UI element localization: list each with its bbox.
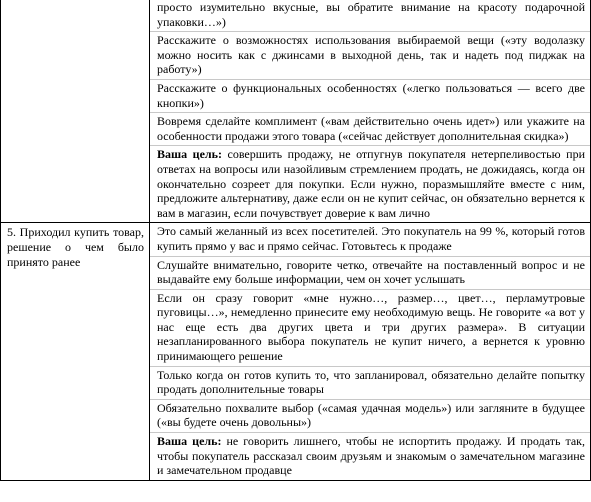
advice-cell bbox=[150, 0, 591, 223]
stage-cell bbox=[1, 0, 150, 223]
advice-paragraph: просто изумительно вкусные, вы обратите внимание на красоту подарочной упаковки…») bbox=[150, 0, 590, 32]
goal-text: совершить продажу, не отпугнув покупателя нетерпеливостью при ответах на вопросы или назойливым стремлением продать, не дожидаясь, когда он окончательно созреет для покупки. Если нужно, поразмышляйте вместе с ним, предложите альтернативу, даже если он не купит сейчас, он обязательно вернется к вам в магазин, если почувствует доверие к вам лично bbox=[157, 147, 585, 220]
advice-paragraph: Если он сразу говорит «мне нужно…, размер…, цвет…, перламутровые пуговицы…», немедленно принесите ему необходимую вещь. Не говорите «а вот у нас еще есть два других цвета и три других размера». В ситуации незапланированного выбора покупатель не купит ничего, а вернется к уровню принимающего решение bbox=[150, 290, 590, 367]
goal-paragraph bbox=[150, 146, 590, 222]
advice-paragraph: Только когда он готов купить то, что запланировал, обязательно делайте попытку продать дополнительные товары bbox=[150, 367, 590, 400]
advice-paragraph: Расскажите о возможностях использования выбираемой вещи («эту водолазку можно носить как с джинсами в выходной день, так и надеть под пиджак на работу») bbox=[150, 32, 590, 80]
stage-label bbox=[1, 0, 149, 1]
goal-paragraph bbox=[150, 433, 590, 480]
stage-label: 5. Приходил купить товар, решение о чем было принято ранее bbox=[7, 225, 144, 269]
table-row bbox=[1, 223, 591, 481]
advice-paragraph: Обязательно похвалите выбор («самая удачная модель») или загляните в будущее («вы будете очень довольны») bbox=[150, 400, 590, 433]
goal-text: не говорить лишнего, чтобы не испортить продажу. И продать так, чтобы покупатель рассказал своим друзьям и знакомым о замечательном магазине и замечательном продавце bbox=[157, 434, 585, 478]
advice-cell bbox=[150, 223, 591, 481]
advice-paragraph: Слушайте внимательно, говорите четко, отвечайте на поставленный вопрос и не выдавайте ему больше информации, чем он хочет услышать bbox=[150, 257, 590, 290]
advice-paragraph: Вовремя сделайте комплимент («вам действительно очень идет») или укажите на особенности продажи этого товара («сейчас действует дополнительная скидка») bbox=[150, 113, 590, 146]
goal-label: Ваша цель: bbox=[157, 434, 222, 449]
table-row bbox=[1, 0, 591, 223]
advice-paragraph: Это самый желанный из всех посетителей. Это покупатель на 99 %, который готов купить прямо у вас и прямо сейчас. Готовьтесь к продаже bbox=[150, 223, 590, 256]
advice-paragraph: Расскажите о функциональных особенностях («легко пользоваться — всего две кнопки») bbox=[150, 80, 590, 113]
stage-cell bbox=[1, 223, 150, 481]
goal-label: Ваша цель: bbox=[157, 147, 222, 162]
